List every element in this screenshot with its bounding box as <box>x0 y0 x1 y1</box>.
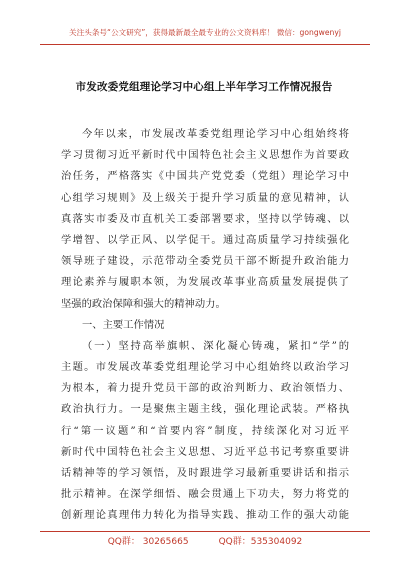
body-line: 行“第一议题”和“首要内容”制度，持续深化对习近平 <box>61 424 349 437</box>
footer-divider <box>40 531 370 532</box>
body-line: 政治执行力。一是聚焦主题主线，强化理论武装。严格执 <box>61 403 349 416</box>
body-line: 坚强的政治保障和强大的精神动力。 <box>61 297 226 310</box>
footer-contact <box>40 534 370 547</box>
footer-qq-group-1: QQ群： 30265665 <box>107 537 189 547</box>
body-line: 真落实市委及市直机关工委部署要求，坚持以学铸魂、以 <box>61 212 349 225</box>
body-line: 新时代中国特色社会主义思想、习近平总书记考察重要讲 <box>61 445 349 458</box>
header-divider <box>40 44 370 45</box>
document-title: 市发改委党组理论学习中心组上半年学习工作情况报告 <box>75 81 333 93</box>
body-line: 话精神等的学习领悟，及时跟进学习最新重要讲话和指示 <box>61 467 349 479</box>
section-heading: 一、主要工作情况 <box>82 318 165 331</box>
footer-qq-group-2: QQ群：535304092 <box>218 537 303 547</box>
body-line: （一）坚持高举旗帜、深化凝心铸魂，紧扣“学”的 <box>82 339 349 352</box>
header-banner: 关注头条号“公文研究”，获得最新最全最专业的公文资料库！ 微信：gongwenyj <box>69 28 341 37</box>
body-line: 主题。市发展改革委党组理论学习中心组始终以政治学习 <box>61 361 349 374</box>
body-line: 学增智、以学正风、以学促干。通过高质量学习持续强化 <box>61 233 349 246</box>
document-body <box>61 124 349 527</box>
body-line: 创新理论真理伟力转化为指导实践、推动工作的强大动能 <box>61 509 349 522</box>
body-line: 批示精神。在深学细悟、融会贯通上下功夫，努力将党的 <box>61 488 349 501</box>
body-line: 学习贯彻习近平新时代中国特色社会主义思想作为首要政 <box>61 149 349 162</box>
body-line: 为根本，着力提升党员干部的政治判断力、政治领悟力、 <box>61 382 349 395</box>
body-line: 治任务，严格落实《中国共产党党委（党组）理论学习中 <box>61 170 349 183</box>
body-line: 今年以来，市发展改革委党组理论学习中心组始终将 <box>82 128 349 140</box>
body-line: 领导班子建设，示范带动全委党员干部不断提升政治能力 <box>61 255 349 268</box>
body-line: 心组学习规则》及上级关于提升学习质量的意见精神，认 <box>61 191 349 204</box>
body-line: 理论素养与履职本领，为发展改革事业高质量发展提供了 <box>61 276 349 289</box>
